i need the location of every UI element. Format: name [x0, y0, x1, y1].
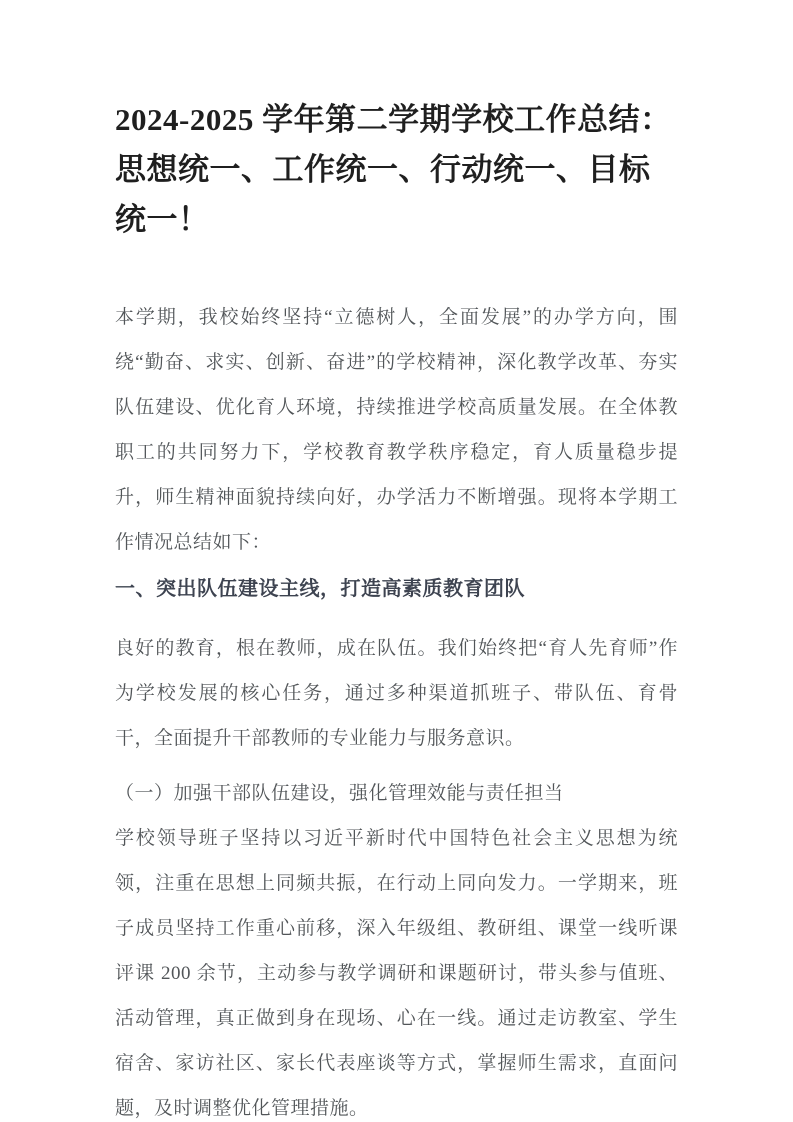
intro-paragraph: 本学期，我校始终坚持“立德树人，全面发展”的办学方向，围绕“勤奋、求实、创新、奋进”的学校精神，深化教学改革、夯实队伍建设、优化育人环境，持续推进学校高质量发展。在全体教职工的共同努力下，学校教育教学秩序稳定，育人质量稳步提升，师生精神面貌持续向好，办学活力不断增强。现将本学期工作情况总结如下：: [115, 307, 678, 553]
section-1-intro-paragraph: 良好的教育，根在教师，成在队伍。我们始终把“育人先育师”作为学校发展的核心任务，通过多种渠道抓班子、带队伍、育骨干，全面提升干部教师的专业能力与服务意识。: [115, 638, 678, 749]
section-1-heading: 一、突出队伍建设主线，打造高素质教育团队: [115, 578, 525, 600]
document-title: 2024-2025 学年第二学期学校工作总结：思想统一、工作统一、行动统一、目标统一！: [115, 102, 672, 237]
subsection-1-body-paragraph: 学校领导班子坚持以习近平新时代中国特色社会主义思想为统领，注重在思想上同频共振，在行动上同向发力。一学期来，班子成员坚持工作重心前移，深入年级组、教研组、课堂一线听课评课 200 余节，主动参与教学调研和课题研讨，带头参与值班、活动管理，真正做到身在现场、心在一线。通过走访教室、学生宿舍、家访社区、家长代表座谈等方式，掌握师生需求，直面问题，及时调整优化管理措施。: [115, 828, 678, 1119]
subsection-1-heading: （一）加强干部队伍建设，强化管理效能与责任担当: [115, 783, 564, 804]
